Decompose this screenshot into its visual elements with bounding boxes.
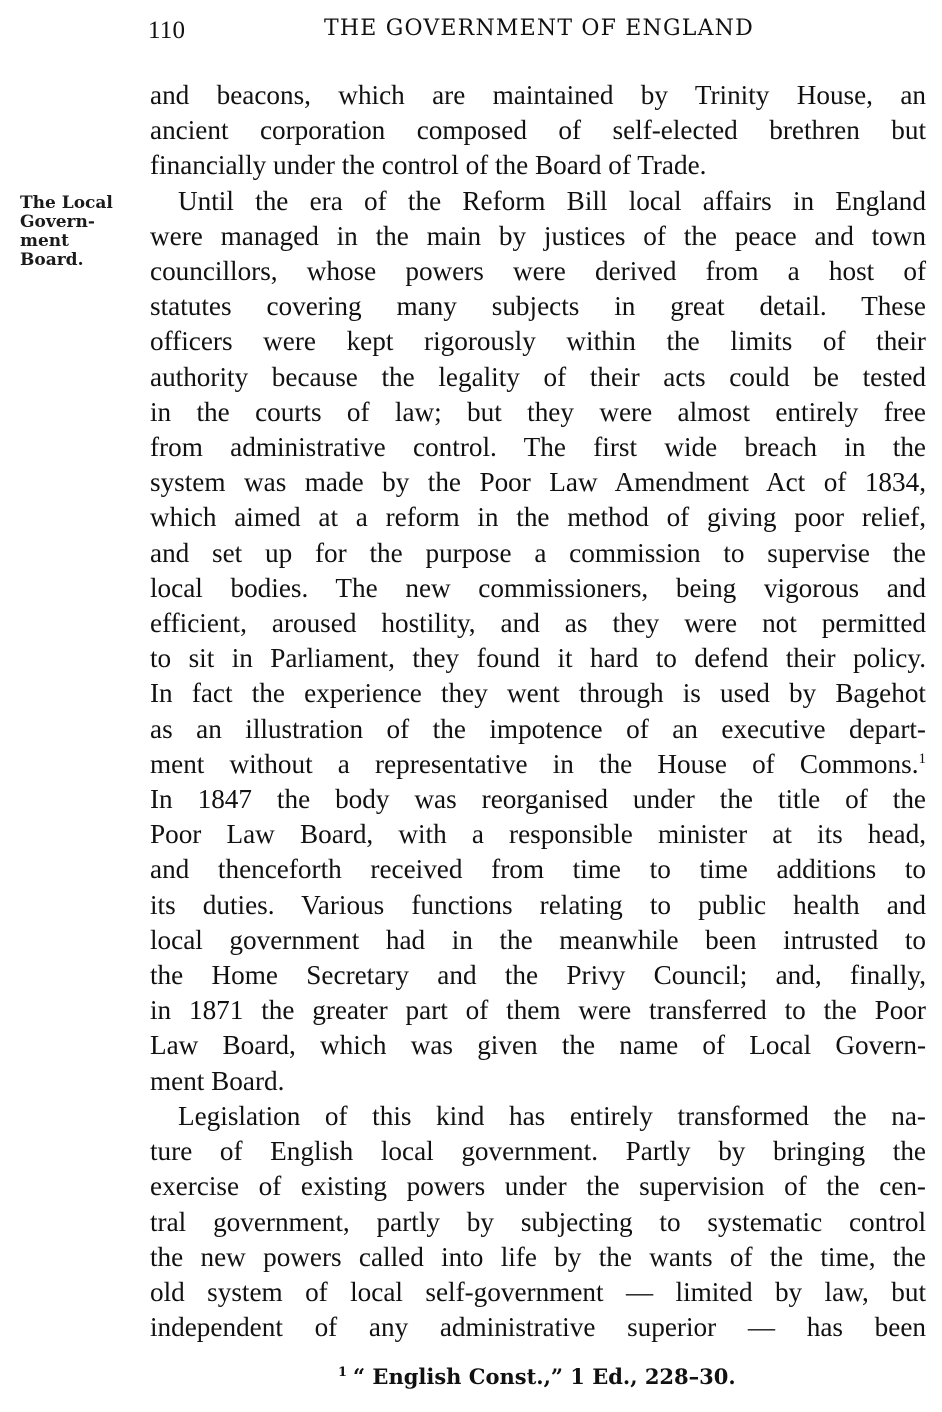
text-line: which aimed at a reform in the method of giving poor relief, [150, 502, 926, 533]
page-header [148, 14, 928, 48]
text-line: Poor Law Board, with a responsible minister at its head, [150, 819, 926, 850]
text-line: local government had in the meanwhile been intrusted to [150, 924, 926, 955]
text-line: Until the era of the Reform Bill local affairs in England [178, 185, 926, 216]
paragraph [150, 184, 926, 1099]
text-line: in the courts of law; but they were almost entirely free [150, 396, 926, 427]
text-line: efficient, aroused hostility, and as they were not permitted [150, 608, 926, 639]
margin-note-line: Board. [20, 250, 84, 270]
text-line: Legislation of this kind has entirely transformed the na- [178, 1100, 926, 1131]
text-line: in 1871 the greater part of them were transferred to the Poor [150, 995, 926, 1026]
text-line: councillors, whose powers were derived from a host of [150, 256, 926, 287]
text-line: In 1847 the body was reorganised under the title of the [150, 784, 926, 815]
footnote-text: “ English Const.,” 1 Ed., 228–30. [353, 1364, 736, 1389]
text-line: financially under the control of the Board of Trade. [150, 150, 707, 181]
text-line: officers were kept rigorously within the limits of their [150, 326, 926, 357]
margin-note-line: Govern- [20, 212, 95, 232]
body-text [150, 78, 926, 1345]
text-line: In fact the experience they went through is used by Bagehot [150, 678, 926, 709]
paragraph [150, 78, 926, 184]
text-line: its duties. Various functions relating to public health and [150, 889, 926, 920]
text-line: ancient corporation composed of self-elected brethren but [150, 115, 926, 146]
margin-note-line: ment [20, 231, 70, 251]
text-line: Law Board, which was given the name of Local Govern- [150, 1030, 926, 1061]
text-line: system was made by the Poor Law Amendment Act of 1834, [150, 467, 926, 498]
margin-note-line: The Local [20, 193, 113, 213]
text-line: ment Board. [150, 1065, 285, 1096]
running-head: THE GOVERNMENT OF ENGLAND [324, 16, 754, 41]
text-line: as an illustration of the impotence of an executive depart- [150, 713, 926, 744]
text-line: authority because the legality of their acts could be tested [150, 361, 926, 392]
footnote [338, 1364, 736, 1389]
text-line: to sit in Parliament, they found it hard to defend their policy. [150, 643, 926, 674]
page-number: 110 [148, 17, 186, 44]
text-line: and beacons, which are maintained by Trinity House, an [150, 80, 926, 110]
paragraph [150, 1099, 926, 1345]
margin-note [20, 194, 130, 270]
text-line: independent of any administrative superior — has been [150, 1312, 926, 1343]
text-line: the Home Secretary and the Privy Council; and, finally, [150, 960, 926, 991]
text-line: ture of English local government. Partly by bringing the [150, 1136, 926, 1167]
footnote-reference: 1 [918, 750, 926, 767]
text-line: and thenceforth received from time to time additions to [150, 854, 926, 885]
text-line: old system of local self-government — limited by law, but [150, 1276, 926, 1307]
text-line-with-footnote [150, 747, 926, 782]
text-line: local bodies. The new commissioners, being vigorous and [150, 572, 926, 603]
text-line: the new powers called into life by the wants of the time, the [150, 1241, 926, 1272]
text-line: and set up for the purpose a commission to supervise the [150, 537, 926, 568]
footnote-mark: 1 [338, 1365, 348, 1380]
text-line: statutes covering many subjects in great detail. These [150, 291, 926, 322]
text-line: were managed in the main by justices of the peace and town [150, 220, 926, 251]
text-line: exercise of existing powers under the supervision of the cen- [150, 1171, 926, 1202]
text-line: ment without a representative in the House of Commons. [150, 748, 919, 779]
text-line: tral government, partly by subjecting to systematic control [150, 1206, 926, 1237]
text-line: from administrative control. The first wide breach in the [150, 432, 926, 463]
